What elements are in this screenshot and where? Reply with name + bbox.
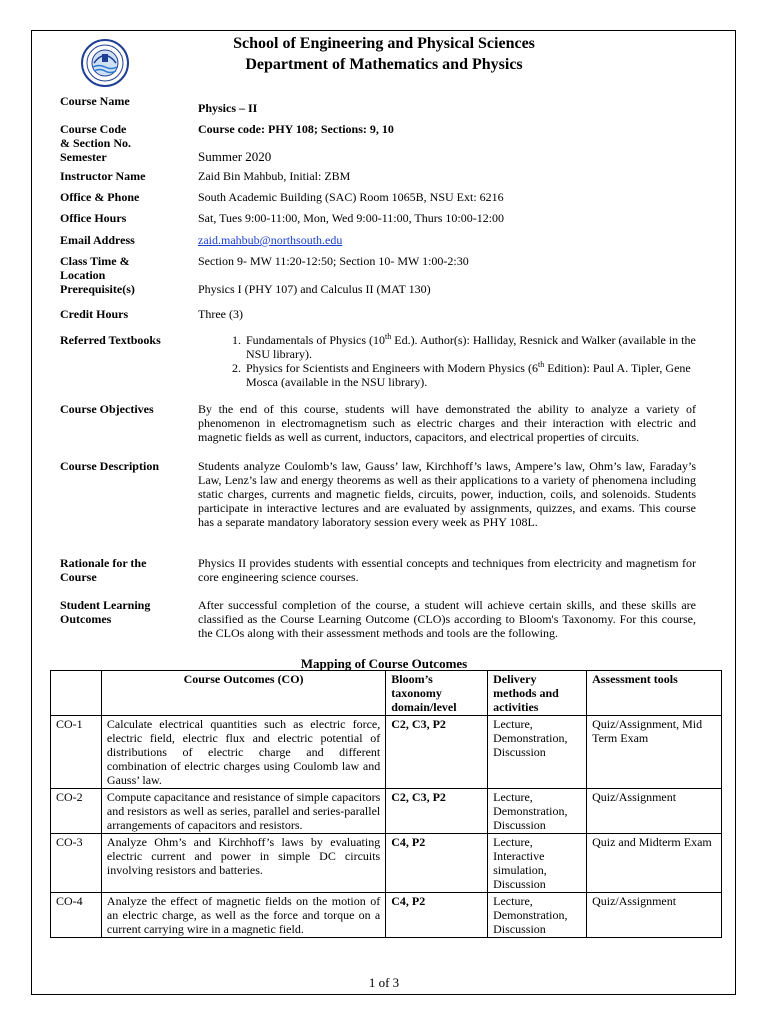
co-outcome: Calculate electrical quantities such as electric force, electric field, electric flux and electric potential of distributions of electric charge and different combination of electric charges using Coulomb law and Gauss’ law.	[101, 716, 385, 789]
class-time-value: Section 9- MW 11:20-12:50; Section 10- MW 1:00-2:30	[198, 254, 469, 268]
co-outcome: Analyze Ohm’s and Kirchhoff’s laws by evaluating electric current and power in simple DC circuits involving resistors and batteries.	[101, 834, 385, 893]
course-name-label: Course Name	[60, 94, 130, 108]
office-hours-value: Sat, Tues 9:00-11:00, Mon, Wed 9:00-11:00, Thurs 10:00-12:00	[198, 211, 505, 225]
course-code-value: Course code: PHY 108; Sections: 9, 10	[198, 122, 394, 136]
semester-value: Summer 2020	[198, 149, 272, 164]
textbooks-list-wrap	[198, 333, 696, 389]
co-outcome: Compute capacitance and resistance of simple capacitors and resistors as well as series, parallel and series-parallel arrangements of capacitors and resistors.	[101, 789, 385, 834]
semester-label: Semester	[60, 150, 107, 164]
school-title: School of Engineering and Physical Sciences	[233, 35, 535, 52]
office-label: Office & Phone	[60, 190, 140, 204]
slo-value: After successful completion of the course, a student will achieve certain skills, and these skills are classified as the Course Learning Outcome (CLO)s according to Bloom's Taxonomy. For this course, the CLOs along with their assessment methods and tools are the following.	[198, 598, 696, 640]
department-title: Department of Mathematics and Physics	[245, 56, 523, 73]
header-bloom: Bloom’s taxonomy domain/level	[386, 671, 488, 716]
table-row	[51, 789, 722, 834]
email-link[interactable]: zaid.mahbub@northsouth.edu	[198, 233, 343, 247]
textbook-text: Physics for Scientists and Engineers with Modern Physics (6	[246, 361, 538, 375]
textbook-text: Fundamentals of Physics (10	[246, 333, 385, 347]
section-no-label: & Section No.	[60, 136, 131, 150]
rationale-label-2: Course	[60, 570, 97, 584]
course-code-label: Course Code	[60, 122, 127, 136]
co-mapping-table	[50, 670, 722, 938]
co-bloom: C4, P2	[386, 834, 488, 893]
slo-label-2: Outcomes	[60, 612, 112, 626]
course-name-value: Physics – II	[198, 101, 258, 115]
mapping-title: Mapping of Course Outcomes	[300, 656, 468, 671]
co-id: CO-1	[51, 716, 102, 789]
header-id	[51, 671, 102, 716]
office-value: South Academic Building (SAC) Room 1065B, NSU Ext: 6216	[198, 190, 504, 204]
co-delivery: Lecture, Demonstration, Discussion	[488, 893, 587, 938]
co-id: CO-4	[51, 893, 102, 938]
co-delivery: Lecture, Demonstration, Discussion	[488, 789, 587, 834]
textbook-item	[244, 333, 696, 361]
table-row	[51, 893, 722, 938]
co-outcome: Analyze the effect of magnetic fields on the motion of an electric charge, as well as the force and torque on a current carrying wire in a magnetic field.	[101, 893, 385, 938]
textbook-item	[244, 361, 696, 389]
co-bloom: C2, C3, P2	[386, 789, 488, 834]
office-hours-label: Office Hours	[60, 211, 127, 225]
table-header-row	[51, 671, 722, 716]
rationale-value: Physics II provides students with essential concepts and techniques from electricity and magnetism for core engineering science courses.	[198, 556, 696, 584]
co-delivery: Lecture, Demonstration, Discussion	[488, 716, 587, 789]
credit-hours-label: Credit Hours	[60, 307, 129, 321]
table-row	[51, 716, 722, 789]
objectives-label: Course Objectives	[60, 402, 154, 416]
description-label: Course Description	[60, 459, 159, 473]
co-bloom: C4, P2	[386, 893, 488, 938]
class-time-label: Class Time &	[60, 254, 130, 268]
co-bloom: C2, C3, P2	[386, 716, 488, 789]
instructor-value: Zaid Bin Mahbub, Initial: ZBM	[198, 169, 351, 183]
instructor-label: Instructor Name	[60, 169, 146, 183]
prerequisite-value: Physics I (PHY 107) and Calculus II (MAT 130)	[198, 282, 431, 296]
rationale-label: Rationale for the	[60, 556, 147, 570]
co-id: CO-2	[51, 789, 102, 834]
co-id: CO-3	[51, 834, 102, 893]
textbooks-label: Referred Textbooks	[60, 333, 161, 347]
email-label: Email Address	[60, 233, 135, 247]
textbook-sup: th	[537, 360, 545, 369]
header-delivery: Delivery methods and activities	[488, 671, 587, 716]
textbook-sup: th	[385, 332, 392, 341]
co-assessment: Quiz/Assignment	[587, 893, 722, 938]
credit-hours-value: Three (3)	[198, 307, 243, 321]
slo-label: Student Learning	[60, 598, 151, 612]
co-assessment: Quiz/Assignment	[587, 789, 722, 834]
objectives-value: By the end of this course, students will have demonstrated the ability to analyze a variety of phenomenon in electromagnetism such as electric charges and their interaction with electric and magnetic fields as well as current, inductors, capacitors, and electrical properties of circuits.	[198, 402, 696, 444]
header-outcome: Course Outcomes (CO)	[101, 671, 385, 716]
textbooks-list	[198, 333, 696, 389]
table-row	[51, 834, 722, 893]
co-assessment: Quiz and Midterm Exam	[587, 834, 722, 893]
location-label: Location	[60, 268, 106, 282]
page-number: 1 of 3	[368, 975, 400, 990]
header-assessment: Assessment tools	[587, 671, 722, 716]
co-assessment: Quiz/Assignment, Mid Term Exam	[587, 716, 722, 789]
textbook-text: Edition): Paul A. Tipler, Gene Mosca (available in the NSU library).	[246, 361, 691, 389]
textbook-text: Ed.). Author(s): Halliday, Resnick and Walker (available in the NSU library).	[246, 333, 696, 361]
prerequisite-label: Prerequisite(s)	[60, 282, 135, 296]
co-delivery: Lecture, Interactive simulation, Discussion	[488, 834, 587, 893]
description-value: Students analyze Coulomb’s law, Gauss’ law, Kirchhoff’s laws, Ampere’s law, Ohm’s law, Faraday’s Law, Lenz’s law and energy theorems as well as their applications to a variety of phenomena including static charges, currents and magnetic fields, circuits, power, induction, coils, and solenoids. Students participate in interactive lectures and are evaluated by assignments, quizzes, and exams. This course has a separate mandatory laboratory session every week as PHY 108L.	[198, 459, 696, 529]
